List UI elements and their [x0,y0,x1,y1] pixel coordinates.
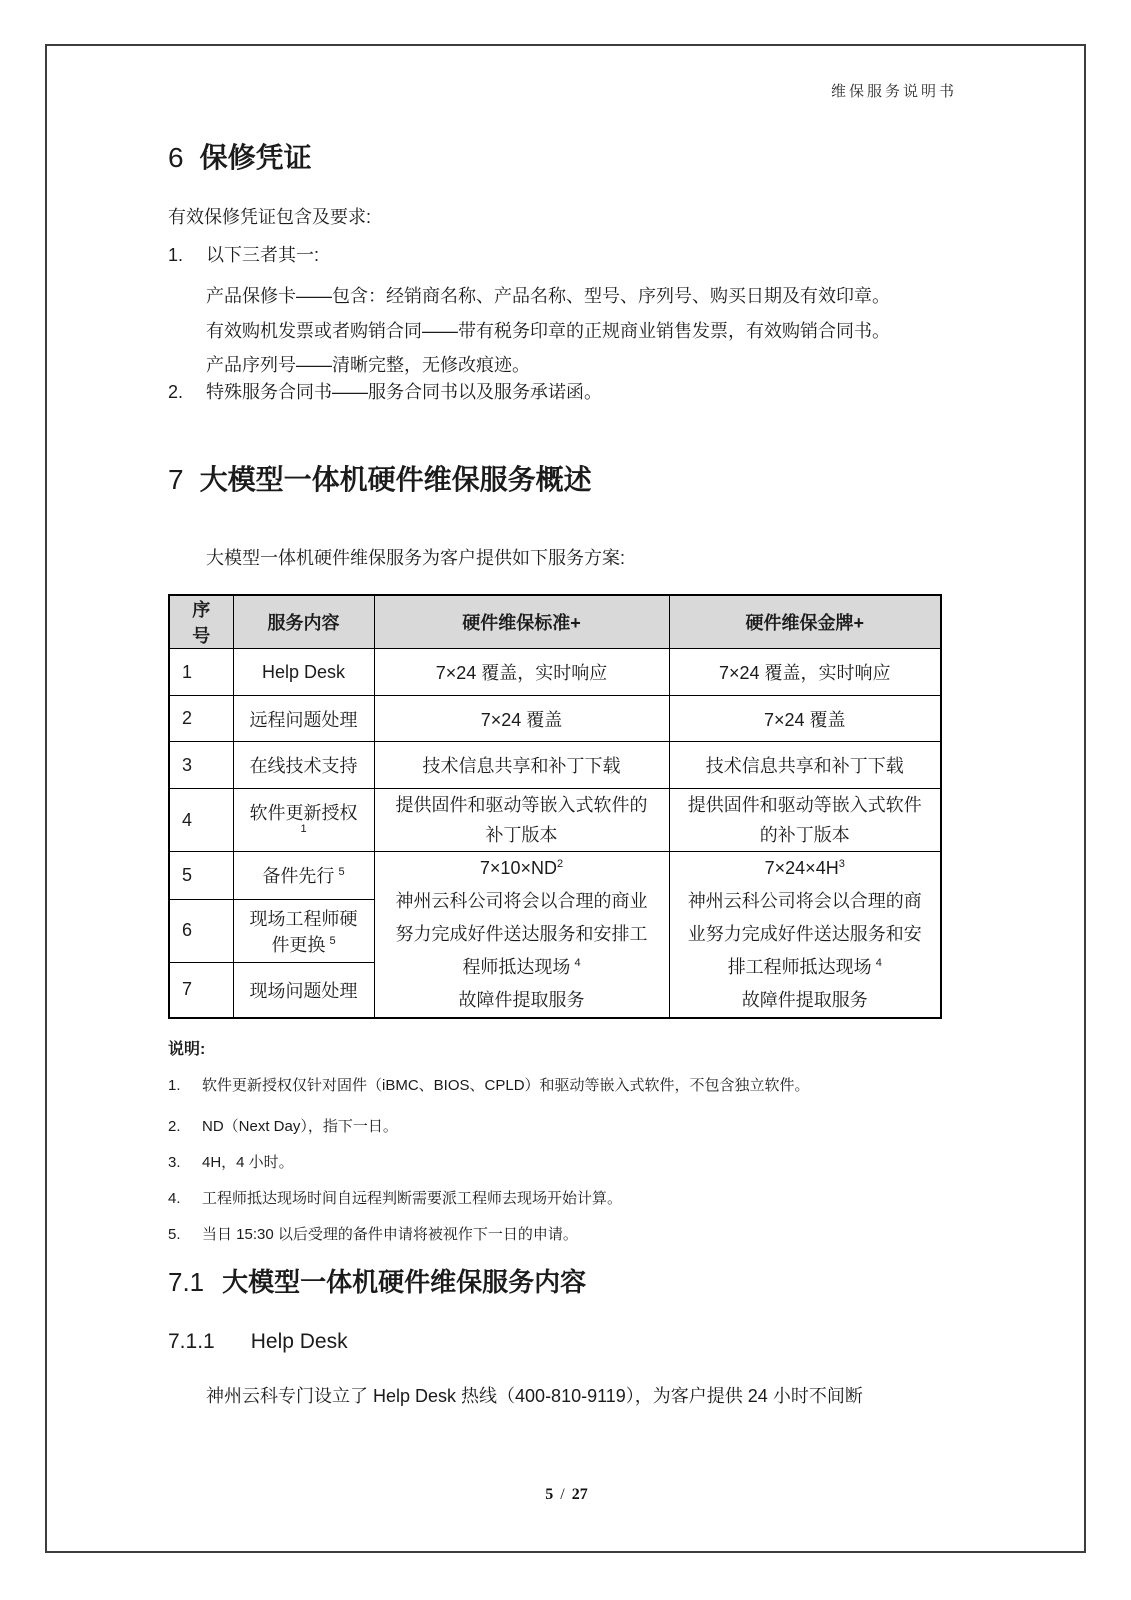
detail-line: 产品保修卡——包含：经销商名称、产品名称、型号、序列号、购买日期及有效印章。 [206,286,890,306]
table-cell-gold: 提供固件和驱动等嵌入式软件的补丁版本 [669,789,941,852]
heading-number: 7 [168,464,184,495]
table-row [169,789,941,852]
sla-tail: 故障件提取服务 [458,990,585,1010]
table-cell-service: 现场工程师硬件更换 $^5$ [233,899,374,962]
table-header-cell: 序号 [169,595,233,649]
heading-title: 大模型一体机硬件维保服务概述 [199,464,592,495]
table-cell-standard-merged [374,852,669,1019]
running-header: 维保服务说明书 [830,84,957,100]
section-7-intro: 大模型一体机硬件维保服务为客户提供如下服务方案: [206,548,625,568]
table-cell-service [233,789,374,852]
table-cell-gold: 7×24 覆盖 [669,696,941,742]
helpdesk-paragraph: 神州云科专门设立了 Help Desk 热线（400-810-9119），为客户提供 24 小时不间断 [206,1386,863,1406]
note-item: 5. 当日 15:30 以后受理的备件申请将被视作下一日的申请。 [168,1226,578,1243]
heading-title: Help Desk [250,1330,348,1353]
service-footnote-ref: 5 [329,934,336,947]
table-row [169,696,941,742]
service-footnote-ref: 1 [300,823,307,835]
table-header-cell: 硬件维保标准+ [374,595,669,649]
footer-page-number: 5 [545,1486,554,1503]
table-cell-standard: 提供固件和驱动等嵌入式软件的补丁版本 [374,789,669,852]
heading-title: 大模型一体机硬件维保服务内容 [222,1267,587,1297]
section-6-intro: 有效保修凭证包含及要求: [168,207,371,227]
table-cell-service: 备件先行 $^5$ [233,852,374,900]
table-cell-gold: 技术信息共享和补丁下载 [669,742,941,789]
service-label: 软件更新授权 [249,803,358,823]
sla-description: 神州云科公司将会以合理的商业努力完成好件送达服务和安排工程师抵达现场 $^4$ [395,891,648,977]
section-6-heading [168,136,312,176]
table-cell-no: 5 [169,852,233,900]
service-plan-table [168,594,942,1019]
table-row [169,742,941,789]
table-row [169,852,941,900]
note-item: 4. 工程师抵达现场时间自远程判断需要派工程师去现场开始计算。 [168,1190,623,1207]
sla-line: $7\times 10\times ND^2$ [479,858,564,878]
table-cell-no: 2 [169,696,233,742]
heading-number: 6 [168,142,184,173]
warranty-details [206,279,966,383]
item-text: 特殊服务合同书——服务合同书以及服务承诺函。 [206,382,602,402]
table-cell-no: 1 [169,649,233,696]
item-text: 以下三者其一: [206,245,320,265]
table-cell-service: 现场问题处理 [233,962,374,1018]
footer-separator: / [560,1486,565,1503]
sla-line: $7\times 24\times 4H^3$ [764,858,845,878]
table-cell-no: 6 [169,899,233,962]
table-cell-no: 3 [169,742,233,789]
list-item-1 [168,241,319,267]
table-row [169,649,941,696]
item-number: 2. [168,382,184,402]
sla-description: 神州云科公司将会以合理的商业努力完成好件送达服务和安排工程师抵达现场 $^4$ [687,891,922,977]
heading-number: 7.1 [168,1267,205,1297]
item-number: 1. [168,245,184,265]
section-7-1-heading [168,1262,586,1299]
service-footnote-ref: 5 [338,866,345,879]
table-cell-service: Help Desk [233,649,374,696]
table-cell-service: 远程问题处理 [233,696,374,742]
note-item: 3. 4H，4 小时。 [168,1154,294,1171]
table-cell-standard: 技术信息共享和补丁下载 [374,742,669,789]
note-item: 2. ND（Next Day），指下一日。 [168,1118,398,1135]
section-7-heading [168,458,592,498]
footer-total-pages: 27 [571,1486,588,1503]
detail-line: 有效购机发票或者购销合同——带有税务印章的正规商业销售发票，有效购销合同书。 [206,320,890,341]
table-cell-standard: 7×24 覆盖 [374,696,669,742]
table-cell-service: 在线技术支持 [233,742,374,789]
note-item: 1. 软件更新授权仅针对固件（iBMC、BIOS、CPLD）和驱动等嵌入式软件，不包含独立软件。 [168,1077,810,1094]
detail-line: 产品序列号——清晰完整，无修改痕迹。 [206,355,530,375]
page-footer [168,1486,965,1504]
table-header-cell: 硬件维保金牌+ [669,595,941,649]
table-cell-gold-merged [669,852,941,1019]
heading-title: 保修凭证 [199,142,312,173]
table-header-cell: 服务内容 [233,595,374,649]
list-item-2 [168,378,602,404]
sla-tail: 故障件提取服务 [741,990,868,1010]
heading-number: 7.1.1 [168,1330,215,1353]
section-7-1-1-heading [168,1330,348,1354]
table-header-row [169,595,941,649]
table-cell-no: 7 [169,962,233,1018]
table-cell-standard: 7×24 覆盖，实时响应 [374,649,669,696]
table-cell-no: 4 [169,789,233,852]
table-cell-gold: 7×24 覆盖，实时响应 [669,649,941,696]
notes-label: 说明: [168,1041,206,1058]
page-content [168,0,965,1600]
